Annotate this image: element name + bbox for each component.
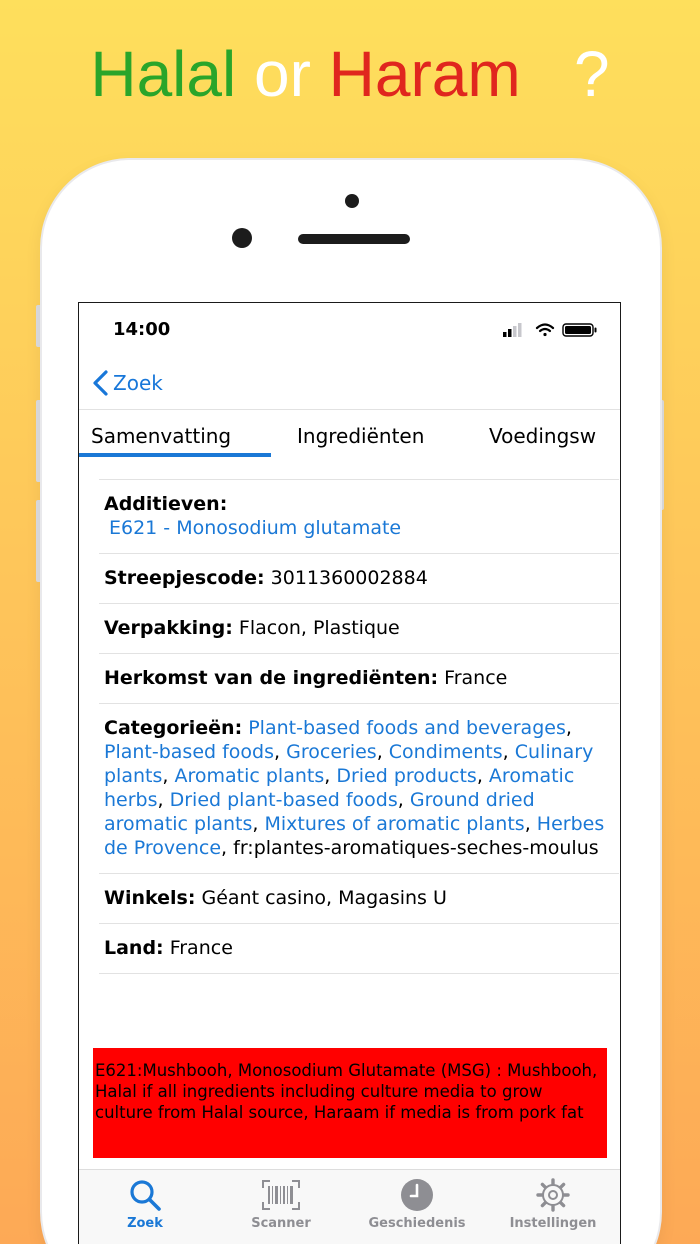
tab-samenvatting[interactable]: Samenvatting	[91, 424, 232, 448]
additives-row	[99, 479, 619, 553]
tab-scanner-label: Scanner	[251, 1216, 311, 1231]
headline-or: or	[253, 38, 311, 110]
categories-row: Categorieën: Plant-based foods and beverages, Plant-based foods, Groceries, Condiments, Culinary plants, Aromatic plants, Dried products, Aromatic herbs, Dried plant-based foods, Ground dried aromatic plants, Mixtures of aromatic plants, Herbes de Provence, fr:plantes-aromatiques-seches-moulus	[99, 703, 619, 873]
origin-row	[99, 653, 619, 703]
barcode-label: Streepjescode:	[104, 567, 265, 589]
search-icon	[128, 1178, 162, 1212]
tab-geschiedenis-label: Geschiedenis	[368, 1216, 466, 1231]
country-row	[99, 923, 619, 974]
barcode-row	[99, 553, 619, 603]
chevron-left-icon	[91, 369, 109, 397]
category-link[interactable]: Culinary plants	[104, 741, 594, 787]
barcode-value: 3011360002884	[270, 567, 428, 589]
headline-haram: Haram	[328, 38, 521, 110]
category-link[interactable]: Mixtures of aromatic plants	[264, 813, 525, 835]
barcode-icon	[262, 1180, 300, 1210]
additives-label: Additieven:	[104, 493, 228, 515]
stores-label: Winkels:	[104, 887, 196, 909]
category-link[interactable]: Aromatic herbs	[104, 765, 575, 811]
back-label: Zoek	[113, 371, 163, 395]
tab-voedingswaarden[interactable]: Voedingsw	[489, 424, 597, 448]
stores-row	[99, 873, 619, 923]
category-link[interactable]: Dried products	[336, 765, 477, 787]
origin-value: France	[444, 667, 508, 689]
category-link[interactable]: Ground dried aromatic plants	[104, 789, 535, 835]
category-link[interactable]: Aromatic plants	[174, 765, 325, 787]
battery-icon	[563, 324, 597, 336]
tab-geschiedenis[interactable]	[357, 1178, 477, 1231]
packaging-value: Flacon, Plastique	[238, 617, 400, 639]
proximity-sensor	[345, 194, 359, 208]
status-time: 14:00	[113, 319, 171, 340]
front-camera	[232, 228, 252, 248]
additive-link[interactable]: E621 - Monosodium glutamate	[109, 517, 402, 539]
earpiece-speaker	[298, 234, 410, 244]
stores-value: Géant casino, Magasins U	[201, 887, 447, 909]
headline	[0, 38, 700, 110]
category-link[interactable]: Plant-based foods	[104, 741, 275, 763]
app-screen	[78, 302, 621, 1244]
tab-scanner[interactable]	[221, 1178, 341, 1231]
summary-list	[99, 479, 619, 974]
headline-question: ?	[574, 38, 610, 110]
tab-ingredienten[interactable]: Ingrediënten	[297, 424, 425, 448]
category-link[interactable]: Plant-based foods and beverages	[248, 717, 566, 739]
bottom-tab-bar	[79, 1169, 621, 1244]
active-tab-indicator	[79, 453, 271, 457]
clock-icon	[400, 1178, 434, 1212]
tab-zoek[interactable]	[85, 1178, 205, 1231]
status-indicators	[503, 321, 603, 339]
category-link[interactable]: Herbes de Provence	[104, 813, 605, 859]
category-link[interactable]: Dried plant-based foods	[169, 789, 398, 811]
categories-label: Categorieën:	[104, 717, 243, 739]
packaging-label: Verpakking:	[104, 617, 233, 639]
country-label: Land:	[104, 937, 164, 959]
category-link[interactable]: Condiments	[388, 741, 503, 763]
category-link[interactable]: Groceries	[286, 741, 377, 763]
origin-label: Herkomst van de ingrediënten:	[104, 667, 439, 689]
country-value: France	[169, 937, 233, 959]
halal-status-warning: E621:Mushbooh, Monosodium Glutamate (MSG) : Mushbooh, Halal if all ingredients including culture media to grow culture from Halal source, Haraam if media is from pork fat	[93, 1048, 607, 1158]
cellular-signal-icon	[503, 323, 522, 337]
category-tail: fr:plantes-aromatiques-seches-moulus	[233, 837, 599, 859]
tab-zoek-label: Zoek	[127, 1216, 163, 1231]
back-button[interactable]	[91, 367, 163, 399]
tab-instellingen[interactable]	[493, 1178, 613, 1231]
packaging-row	[99, 603, 619, 653]
wifi-icon	[537, 325, 553, 337]
headline-halal: Halal	[90, 38, 237, 110]
tab-instellingen-label: Instellingen	[509, 1216, 597, 1231]
gear-icon	[536, 1178, 570, 1212]
